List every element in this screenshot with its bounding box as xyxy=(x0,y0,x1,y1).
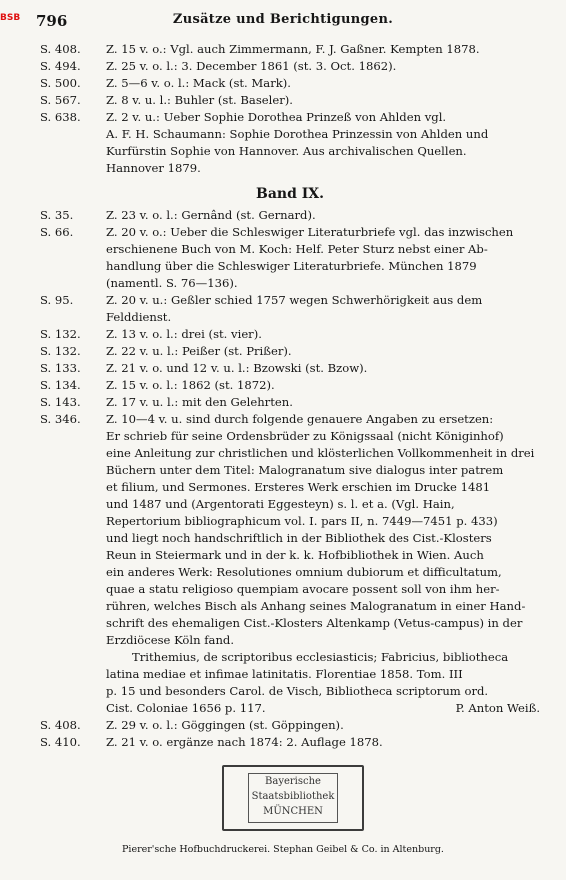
erratum-line xyxy=(40,275,540,292)
page-ref-spacer xyxy=(40,547,106,564)
stamp-line: Staatsbibliothek xyxy=(251,791,335,802)
page-ref: S. 346. xyxy=(40,412,81,426)
erratum-text: ein anderes Werk: Resolutiones omnium dubiorum et difficultatum, xyxy=(106,565,502,579)
erratum-text: quae a statu religioso quempiam avocare possent soll von ihm her- xyxy=(106,582,500,596)
page-ref: S. 408. xyxy=(40,42,81,56)
erratum-line xyxy=(40,160,540,177)
erratum-text: Z. 15 v. o. l.: 1862 (st. 1872). xyxy=(106,378,275,392)
entries-bottom xyxy=(40,207,540,649)
erratum-text: Z. 2 v. u.: Ueber Sophie Dorothea Prinzeß von Ahlden vgl. xyxy=(106,110,447,124)
page-ref-spacer xyxy=(40,513,106,530)
citation-line: Trithemius, de scriptoribus ecclesiasticis; Fabricius, bibliotheca xyxy=(132,650,509,664)
page-ref: S. 143. xyxy=(40,395,81,409)
erratum-text: Er schrieb für seine Ordensbrüder zu Königssaal (nicht Königinhof) xyxy=(106,429,504,443)
page-ref-spacer xyxy=(40,143,106,160)
erratum-line xyxy=(40,360,540,377)
page-number: 796 xyxy=(36,12,68,30)
erratum-line xyxy=(40,717,540,734)
erratum-line xyxy=(40,496,540,513)
page-ref: S. 132. xyxy=(40,344,81,358)
erratum-line xyxy=(40,309,540,326)
page-ref: S. 132. xyxy=(40,327,81,341)
erratum-text: Felddienst. xyxy=(106,310,172,324)
erratum-text: Z. 20 v. u.: Geßler schied 1757 wegen Schwerhörigkeit aus dem xyxy=(106,293,483,307)
erratum-line xyxy=(40,462,540,479)
erratum-text: et filium, und Sermones. Ersteres Werk erschien im Drucke 1481 xyxy=(106,480,491,494)
page-ref: S. 134. xyxy=(40,378,81,392)
page-ref-spacer xyxy=(40,241,106,258)
erratum-text: erschienene Buch von M. Koch: Helf. Peter Sturz nebst einer Ab- xyxy=(106,242,488,256)
erratum-line xyxy=(40,632,540,649)
stamp-line: MÜNCHEN xyxy=(263,806,323,817)
erratum-line xyxy=(40,241,540,258)
erratum-line xyxy=(40,224,540,241)
content-column xyxy=(40,41,540,751)
erratum-text: Büchern unter dem Titel: Malogranatum sive dialogus inter patrem xyxy=(106,463,504,477)
erratum-line xyxy=(40,513,540,530)
page-ref: S. 500. xyxy=(40,76,81,90)
page-ref-spacer xyxy=(40,160,106,177)
page-ref-spacer xyxy=(40,479,106,496)
page-ref-spacer xyxy=(40,632,106,649)
erratum-text: Hannover 1879. xyxy=(106,161,201,175)
erratum-text: eine Anleitung zur christlichen und klösterlichen Vollkommenheit in drei xyxy=(106,446,535,460)
erratum-text: Z. 15 v. o.: Vgl. auch Zimmermann, F. J. Gaßner. Kempten 1878. xyxy=(106,42,480,56)
erratum-line xyxy=(40,394,540,411)
stamp-line: Bayerische xyxy=(265,776,321,787)
erratum-line xyxy=(40,41,540,58)
erratum-line xyxy=(40,92,540,109)
erratum-text: handlung über die Schleswiger Literaturbriefe. München 1879 xyxy=(106,259,477,273)
library-stamp xyxy=(222,765,364,831)
erratum-text: Z. 13 v. o. l.: drei (st. vier). xyxy=(106,327,262,341)
erratum-text: Z. 25 v. o. l.: 3. December 1861 (st. 3. Oct. 1862). xyxy=(106,59,397,73)
page-ref-spacer xyxy=(40,598,106,615)
page-ref: S. 133. xyxy=(40,361,81,375)
erratum-line xyxy=(40,58,540,75)
erratum-text: Z. 21 v. o. ergänze nach 1874: 2. Auflage 1878. xyxy=(106,735,383,749)
page-ref: S. 494. xyxy=(40,59,81,73)
page-ref: S. 410. xyxy=(40,735,81,749)
erratum-text: Repertorium bibliographicum vol. I. pars II, n. 7449—7451 p. 433) xyxy=(106,514,498,528)
page-ref-spacer xyxy=(40,496,106,513)
entries-top xyxy=(40,41,540,177)
page-ref-spacer xyxy=(40,309,106,326)
page-ref-spacer xyxy=(40,428,106,445)
author-signature: P. Anton Weiß. xyxy=(455,701,540,715)
erratum-text: Z. 5—6 v. o. l.: Mack (st. Mark). xyxy=(106,76,291,90)
erratum-line xyxy=(40,598,540,615)
erratum-text: rühren, welches Bisch als Anhang seines Malogranatum in einer Hand- xyxy=(106,599,526,613)
erratum-line xyxy=(40,377,540,394)
page-ref: S. 408. xyxy=(40,718,81,732)
page-ref: S. 66. xyxy=(40,225,74,239)
erratum-line xyxy=(40,547,540,564)
citation-line: Cist. Coloniae 1656 p. 117. xyxy=(106,701,266,715)
page-ref-spacer xyxy=(40,258,106,275)
erratum-text: schrift des ehemaligen Cist.-Klosters Altenkamp (Vetus-campus) in der xyxy=(106,616,523,630)
erratum-line xyxy=(40,428,540,445)
erratum-text: Kurfürstin Sophie von Hannover. Aus archivalischen Quellen. xyxy=(106,144,467,158)
page-ref-spacer xyxy=(40,126,106,143)
bsb-logo: BSB xyxy=(0,13,21,23)
page-ref-spacer xyxy=(40,462,106,479)
printer-footer: Pierer'sche Hofbuchdruckerei. Stephan Geibel & Co. in Altenburg. xyxy=(122,844,444,855)
erratum-text: und liegt noch handschriftlich in der Bibliothek des Cist.-Klosters xyxy=(106,531,492,545)
entries-final xyxy=(40,717,540,751)
section-title: Band IX. xyxy=(255,186,325,202)
erratum-text: A. F. H. Schaumann: Sophie Dorothea Prinzessin von Ahlden und xyxy=(106,127,489,141)
page-ref-spacer xyxy=(40,564,106,581)
erratum-line xyxy=(40,292,540,309)
page-ref: S. 35. xyxy=(40,208,74,222)
running-head: Zusätze und Berichtigungen. xyxy=(172,12,394,27)
erratum-line xyxy=(40,143,540,160)
page-ref-spacer xyxy=(40,615,106,632)
erratum-line xyxy=(40,615,540,632)
erratum-line xyxy=(40,445,540,462)
erratum-text: Reun in Steiermark und in der k. k. Hofbibliothek in Wien. Auch xyxy=(106,548,484,562)
erratum-line xyxy=(40,258,540,275)
erratum-text: und 1487 und (Argentorati Eggesteyn) s. l. et a. (Vgl. Hain, xyxy=(106,497,455,511)
erratum-text: Z. 23 v. o. l.: Gernând (st. Gernard). xyxy=(106,208,316,222)
page-ref: S. 638. xyxy=(40,110,81,124)
erratum-line xyxy=(40,75,540,92)
erratum-line xyxy=(40,530,540,547)
erratum-line xyxy=(40,343,540,360)
erratum-text: Z. 29 v. o. l.: Göggingen (st. Göppingen). xyxy=(106,718,344,732)
erratum-text: (namentl. S. 76—136). xyxy=(106,276,238,290)
page-ref-spacer xyxy=(40,530,106,547)
erratum-line xyxy=(40,734,540,751)
erratum-line xyxy=(40,326,540,343)
citation-line: latina mediae et infimae latinitatis. Florentiae 1858. Tom. III xyxy=(106,667,463,681)
erratum-line xyxy=(40,109,540,126)
erratum-line xyxy=(40,479,540,496)
erratum-line xyxy=(40,411,540,428)
page-ref-spacer xyxy=(40,275,106,292)
stamp-text xyxy=(248,773,338,823)
page-ref-spacer xyxy=(40,581,106,598)
erratum-line xyxy=(40,564,540,581)
citation-line: p. 15 und besonders Carol. de Visch, Bibliotheca scriptorum ord. xyxy=(106,684,489,698)
erratum-text: Z. 21 v. o. und 12 v. u. l.: Bzowski (st. Bzow). xyxy=(106,361,368,375)
erratum-line xyxy=(40,126,540,143)
erratum-text: Z. 20 v. o.: Ueber die Schleswiger Literaturbriefe vgl. das inzwischen xyxy=(106,225,514,239)
erratum-line xyxy=(40,581,540,598)
erratum-line xyxy=(40,207,540,224)
erratum-text: Z. 8 v. u. l.: Buhler (st. Baseler). xyxy=(106,93,293,107)
page-ref: S. 95. xyxy=(40,293,74,307)
page-ref-spacer xyxy=(40,445,106,462)
erratum-text: Z. 10—4 v. u. sind durch folgende genauere Angaben zu ersetzen: xyxy=(106,412,494,426)
erratum-text: Erzdiöcese Köln fand. xyxy=(106,633,235,647)
erratum-text: Z. 22 v. u. l.: Peißer (st. Prißer). xyxy=(106,344,292,358)
page-ref: S. 567. xyxy=(40,93,81,107)
erratum-text: Z. 17 v. u. l.: mit den Gelehrten. xyxy=(106,395,293,409)
